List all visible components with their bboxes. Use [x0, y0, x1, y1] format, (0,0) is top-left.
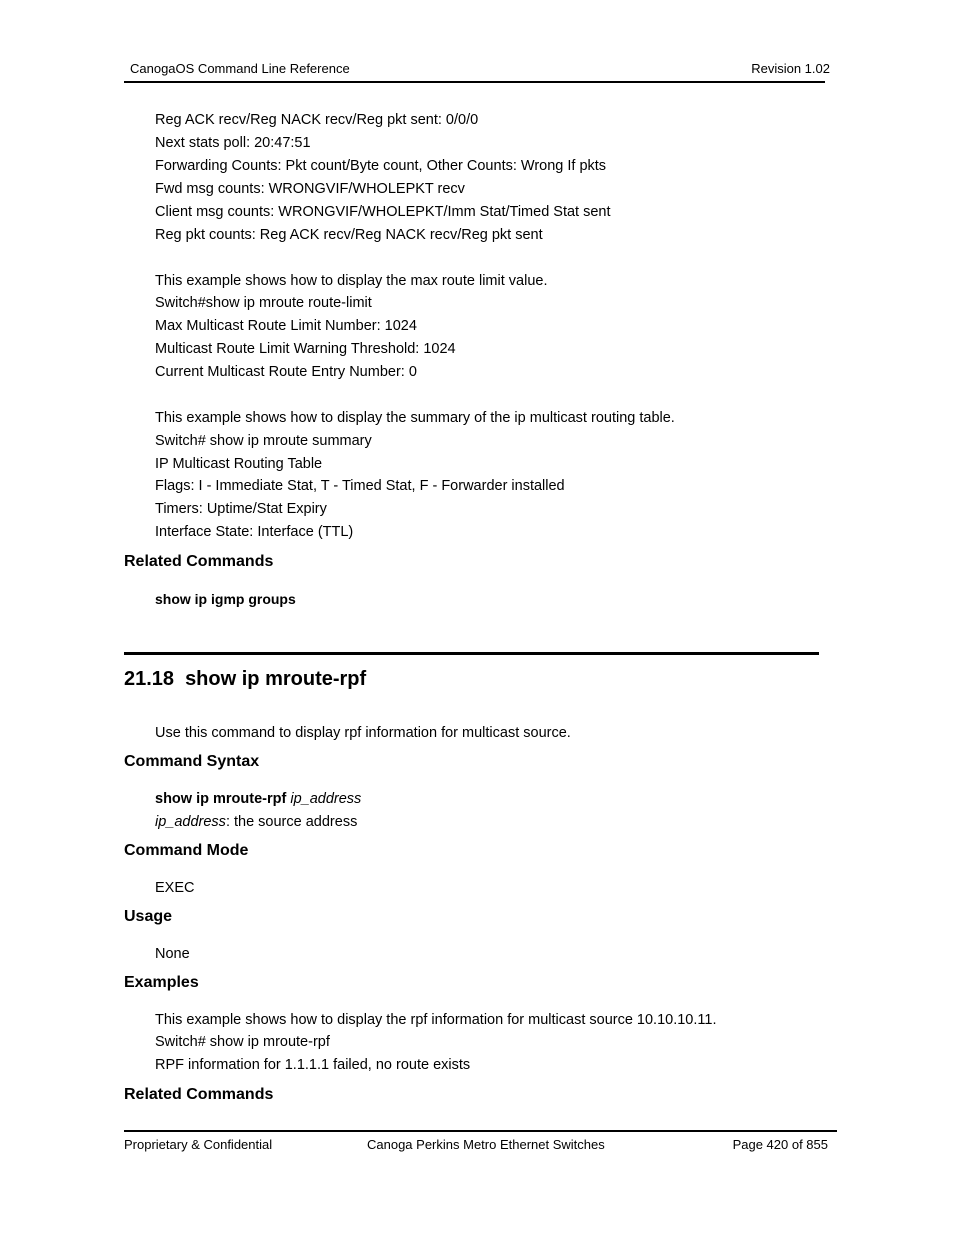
footer-divider — [124, 1130, 837, 1132]
footer-confidential: Proprietary & Confidential — [124, 1137, 273, 1152]
output-line: Client msg counts: WRONGVIF/WHOLEPKT/Imm Stat/Timed Stat sent — [155, 204, 611, 220]
footer-product: Canoga Perkins Metro Ethernet Switches — [367, 1137, 605, 1152]
section-description: Use this command to display rpf information for multicast source. — [155, 725, 571, 741]
example-command: Switch# show ip mroute summary — [155, 433, 372, 449]
header-divider — [124, 81, 825, 83]
command-mode-value: EXEC — [155, 880, 195, 896]
output-line: Reg ACK recv/Reg NACK recv/Reg pkt sent: 0/0/0 — [155, 112, 479, 128]
output-line: IP Multicast Routing Table — [155, 456, 323, 472]
output-line: Multicast Route Limit Warning Threshold: 1024 — [155, 341, 456, 357]
output-line: RPF information for 1.1.1.1 failed, no route exists — [155, 1057, 471, 1073]
output-line: Current Multicast Route Entry Number: 0 — [155, 364, 417, 380]
output-line: Forwarding Counts: Pkt count/Byte count, Other Counts: Wrong If pkts — [155, 158, 607, 174]
output-line: Flags: I - Immediate Stat, T - Timed Stat, F - Forwarder installed — [155, 478, 565, 494]
output-line: Next stats poll: 20:47:51 — [155, 135, 311, 151]
running-header-revision: Revision 1.02 — [751, 61, 830, 76]
output-line: Fwd msg counts: WRONGVIF/WHOLEPKT recv — [155, 181, 465, 197]
command-mode-heading: Command Mode — [124, 842, 249, 859]
output-line: Max Multicast Route Limit Number: 1024 — [155, 318, 417, 334]
related-commands-heading: Related Commands — [124, 553, 274, 570]
example-command: Switch#show ip mroute route-limit — [155, 295, 372, 311]
command-syntax-heading: Command Syntax — [124, 753, 260, 770]
example-description: This example shows how to display the max route limit value. — [155, 273, 548, 289]
related-commands-heading: Related Commands — [124, 1086, 274, 1103]
running-header-title: CanogaOS Command Line Reference — [130, 61, 350, 76]
command-syntax — [155, 791, 361, 807]
output-line: Reg pkt counts: Reg ACK recv/Reg NACK recv/Reg pkt sent — [155, 227, 543, 243]
example-description: This example shows how to display the summary of the ip multicast routing table. — [155, 410, 675, 426]
output-line: Interface State: Interface (TTL) — [155, 524, 354, 540]
usage-value: None — [155, 946, 190, 962]
section-title — [124, 668, 366, 691]
parameter-name: ip_address — [155, 814, 226, 830]
example-command: Switch# show ip mroute-rpf — [155, 1034, 330, 1050]
related-command-link: show ip igmp groups — [155, 591, 296, 607]
section-divider — [124, 652, 819, 655]
page-number: Page 420 of 855 — [732, 1137, 828, 1152]
syntax-command: show ip mroute-rpf — [155, 791, 287, 807]
parameter-description — [155, 814, 357, 830]
section-name: show ip mroute-rpf — [185, 668, 367, 690]
parameter-text: : the source address — [225, 814, 358, 830]
examples-heading: Examples — [124, 974, 199, 991]
example-description: This example shows how to display the rpf information for multicast source 10.10.10.11. — [155, 1012, 717, 1028]
syntax-parameter: ip_address — [290, 791, 362, 807]
section-number: 21.18 — [124, 668, 175, 690]
output-line: Timers: Uptime/Stat Expiry — [155, 501, 327, 517]
usage-heading: Usage — [124, 908, 173, 925]
